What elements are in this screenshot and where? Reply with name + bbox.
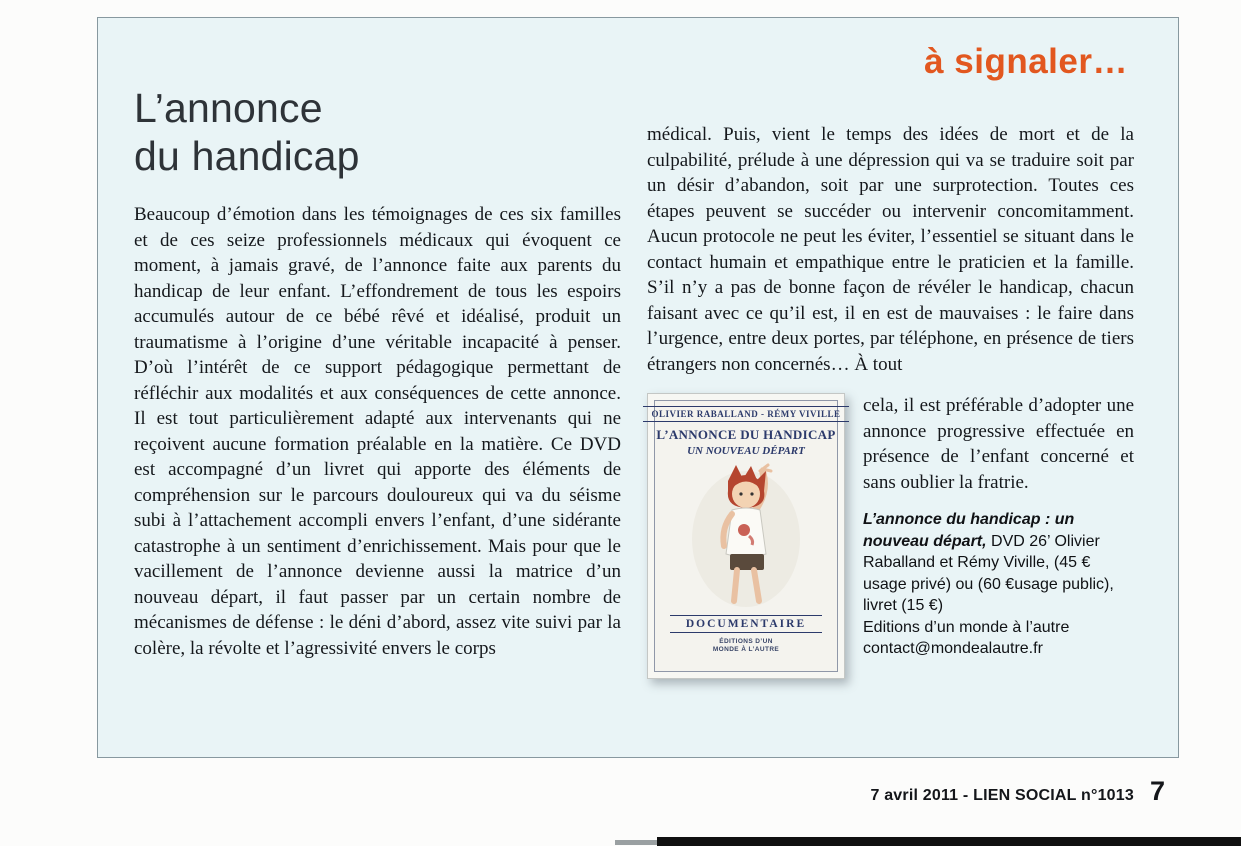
caption-email: contact@mondealautre.fr xyxy=(863,640,1043,657)
dvd-cover-photo xyxy=(647,393,845,679)
article-content xyxy=(134,84,1134,679)
article-title xyxy=(134,84,621,180)
media-side xyxy=(863,393,1134,679)
left-column xyxy=(134,84,621,679)
caption-publisher: Editions d’un monde à l’autre xyxy=(863,618,1070,636)
dvd-title: L’ANNONCE DU HANDICAP xyxy=(656,427,836,442)
article-body-left: Beaucoup d’émotion dans les témoignages de ces six familles et de ces seize professionnels médicaux qui évoquent ce moment, à jamais gravé, de l’annonce faite aux parents du handicap de leur enfant. L’effondrement de tous les espoirs accumulés autour de ce bébé rêvé et idéalisé, produit un traumatisme à l’origine d’une véritable incapacité à penser. D’où l’intérêt de ce support pédagogique permettant de réfléchir aux modalités et aux conséquences de cette annonce. Il est tout particulièrement adapté aux intervenants qui ne reçoivent aucune formation préalable en la matière. Ce DVD est accompagné d’un livret qui apporte des éléments de compréhension sur le parcours douloureux qui va du séisme subi à l’attachement accompli envers l’enfant, d’une sidérante catastrophe à un sentiment d’enrichissement. Mais pour que le vacillement de l’annonce devienne aussi la matrice d’un nouveau départ, il faut passer par un certain nombre de mécanismes de défense : le déni d’abord, assez vite suivi par la colère, la révolte et l’agressivité envers le corps xyxy=(134,204,621,659)
article-title-line2: du handicap xyxy=(134,133,360,179)
dvd-caption xyxy=(863,509,1134,660)
dvd-cover-illustration xyxy=(686,461,806,611)
footer-issue-label: 7 avril 2011 - LIEN SOCIAL n°1013 xyxy=(870,787,1134,804)
dvd-publisher-logo: ÉDITIONS D’UN MONDE À L’AUTRE xyxy=(712,638,780,653)
caption-title: L’annonce du handicap : un nouveau départ, xyxy=(863,511,1075,550)
article-body-right: médical. Puis, vient le temps des idées de mort et de la culpabilité, prélude à une dépression qui va se traduire soit par un désir d’abandon, soit par une surprotection. Toutes ces étapes peuvent se succéder ou intervenir concomitamment. Aucun protocole ne peut les éviter, l’essentiel se situant dans le contact humain et empathique entre le praticien et la famille. S’il n’y a pas de bonne façon de révéler le handicap, chacun faisant avec ce qu’il est, il en est de mauvaises : le faire dans l’urgence, entre deux portes, par téléphone, en présence de tiers étrangers non concernés… À tout xyxy=(647,124,1134,375)
section-label: à signaler… xyxy=(924,42,1128,81)
scan-artifact-smudge xyxy=(615,840,661,845)
scan-artifact-bar xyxy=(657,837,1241,846)
caption-credits: DVD 26’ Olivier Raballand et Rémy Viville, (45 € usage privé) ou (60 €usage public), livret (15 €) xyxy=(863,532,1114,614)
page-number: 7 xyxy=(1149,776,1165,806)
magazine-page xyxy=(97,17,1179,758)
dvd-authors: OLIVIER RABALLAND - RÉMY VIVILLE xyxy=(643,406,848,422)
dvd-subtitle: UN NOUVEAU DÉPART xyxy=(687,445,805,457)
article-title-line1: L’annonce xyxy=(134,85,323,131)
page-footer xyxy=(870,776,1165,807)
dvd-genre-label: DOCUMENTAIRE xyxy=(670,615,822,633)
manga-girl-illustration xyxy=(686,461,806,611)
right-column xyxy=(647,84,1134,679)
dvd-cover xyxy=(651,400,841,672)
article-body-wrap: cela, il est préférable d’adopter une annonce progressive effectuée en présence de l’enfant concerné et sans oublier la fratrie. xyxy=(863,395,1134,493)
media-row xyxy=(647,393,1134,679)
